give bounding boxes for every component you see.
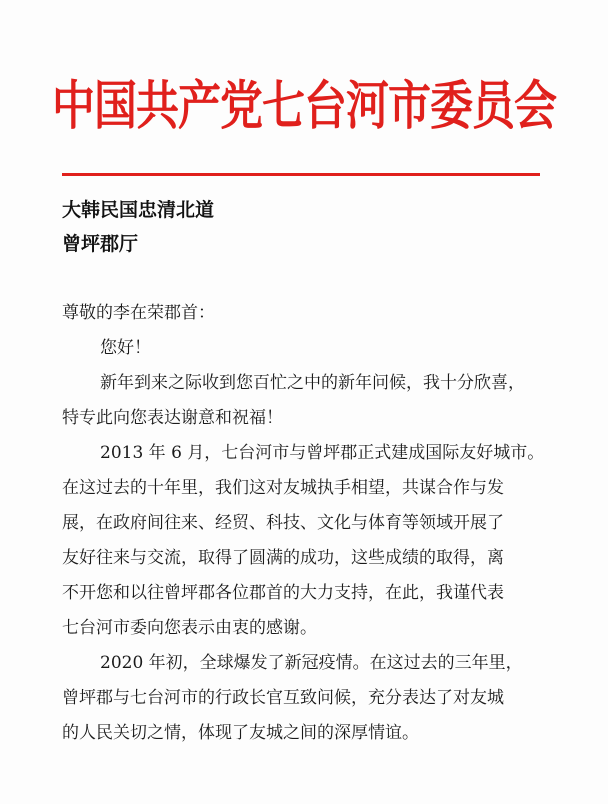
paragraph-line: 2020 年初，全球爆发了新冠疫情。在这过去的三年里， bbox=[100, 653, 523, 673]
paragraph-text bbox=[62, 366, 546, 436]
paragraph-pandemic bbox=[62, 646, 546, 751]
recipient-line-2: 曾坪郡厅 bbox=[62, 233, 139, 255]
recipient-line-1: 大韩民国忠清北道 bbox=[62, 199, 215, 221]
paragraph-line: 新年到来之际收到您百忙之中的新年问候，我十分欣喜， bbox=[100, 373, 525, 393]
paragraph-friendship-decade bbox=[62, 436, 546, 646]
paragraph-line: 曾坪郡与七台河市的行政长官互致问候，充分表达了对友城 bbox=[62, 688, 504, 708]
paragraph-line: 友好往来与交流，取得了圆满的成功，这些成绩的取得，离 bbox=[62, 548, 504, 568]
paragraph-line: 特专此向您表达谢意和祝福！ bbox=[62, 408, 283, 428]
paragraph-line: 在这过去的十年里，我们这对友城执手相望，共谋合作与发 bbox=[62, 478, 504, 498]
paragraph-line: 不开您和以往曾坪郡各位郡首的大力支持，在此，我谨代表 bbox=[62, 583, 504, 603]
salutation: 尊敬的李在荣郡首： bbox=[62, 303, 215, 323]
paragraph-line: 的人民关切之情，体现了友城之间的深厚情谊。 bbox=[62, 723, 419, 743]
paragraph-line: 七台河市委向您表示由衷的感谢。 bbox=[62, 618, 317, 638]
paragraph-line: 2013 年 6 月，七台河市与曾坪郡正式建成国际友好城市。 bbox=[100, 443, 545, 463]
paragraph-new-year-thanks bbox=[62, 366, 546, 436]
greeting: 您好！ bbox=[100, 338, 151, 358]
paragraph-text bbox=[62, 436, 546, 646]
letterhead-title: 中国共产党七台河市委员会 bbox=[52, 76, 556, 138]
paragraph-text bbox=[62, 646, 546, 751]
letterhead-red-rule bbox=[62, 173, 540, 176]
paragraph-line: 展，在政府间往来、经贸、科技、文化与体育等领域开展了 bbox=[62, 513, 504, 533]
